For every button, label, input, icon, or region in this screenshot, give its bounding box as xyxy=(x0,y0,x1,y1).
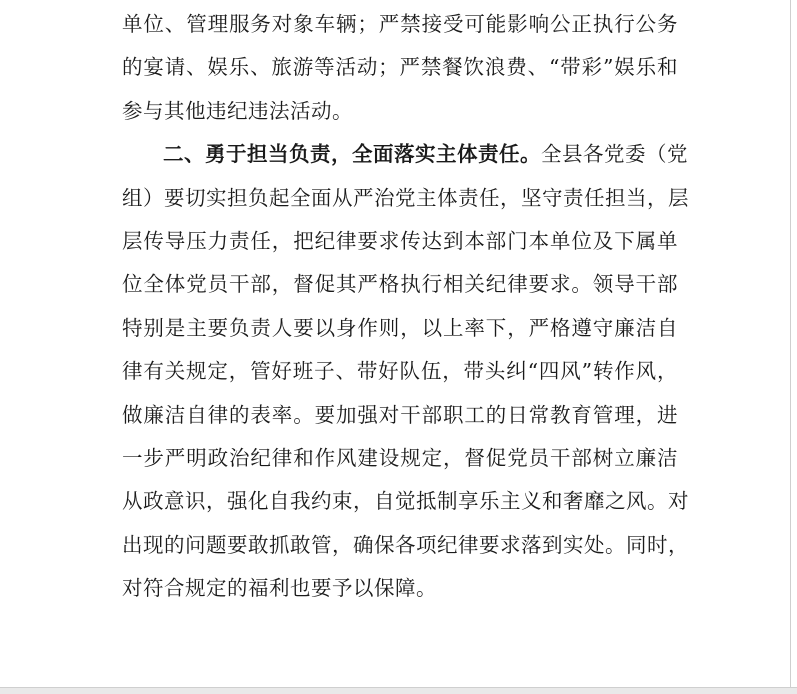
text-line: 特别是主要负责人要以身作则，以上率下，严格遵守廉洁自 xyxy=(122,315,678,340)
text-line: 组）要切实担负起全面从严治党主体责任，坚守责任担当，层 xyxy=(122,185,689,210)
text-line: 层传导压力责任，把纪律要求传达到本部门本单位及下属单 xyxy=(122,228,678,253)
text-line: 单位、管理服务对象车辆；严禁接受可能影响公正执行公务 xyxy=(122,12,678,36)
text-line: 参与其他违纪违法活动。 xyxy=(122,98,353,123)
text-line: 出现的问题要敢抓敢管，确保各项纪律要求落到实处。同时， xyxy=(122,532,689,557)
text-span: 全县各党委（党 xyxy=(541,142,688,167)
section-heading: 二、勇于担当负责，全面落实主体责任。 xyxy=(163,142,541,167)
text-line: 做廉洁自律的表率。要加强对干部职工的日常教育管理，进 xyxy=(122,402,678,427)
horizontal-scrollbar-track[interactable] xyxy=(0,687,797,694)
text-line: 一步严明政治纪律和作风建设规定，督促党员干部树立廉洁 xyxy=(122,445,678,470)
page-edge-divider xyxy=(790,0,791,694)
text-line: 的宴请、娱乐、旅游等活动；严禁餐饮浪费、“带彩”娱乐和 xyxy=(122,55,678,80)
text-line: 位全体党员干部，督促其严格执行相关纪律要求。领导干部 xyxy=(122,272,678,297)
text-line: 对符合规定的福利也要予以保障。 xyxy=(122,576,437,601)
text-line: 律有关规定，管好班子、带好队伍，带头纠“四风”转作风， xyxy=(122,359,678,384)
document-body xyxy=(122,3,689,610)
section-heading-line xyxy=(122,133,688,176)
text-line: 从政意识，强化自我约束，自觉抵制享乐主义和奢靡之风。对 xyxy=(122,489,689,514)
